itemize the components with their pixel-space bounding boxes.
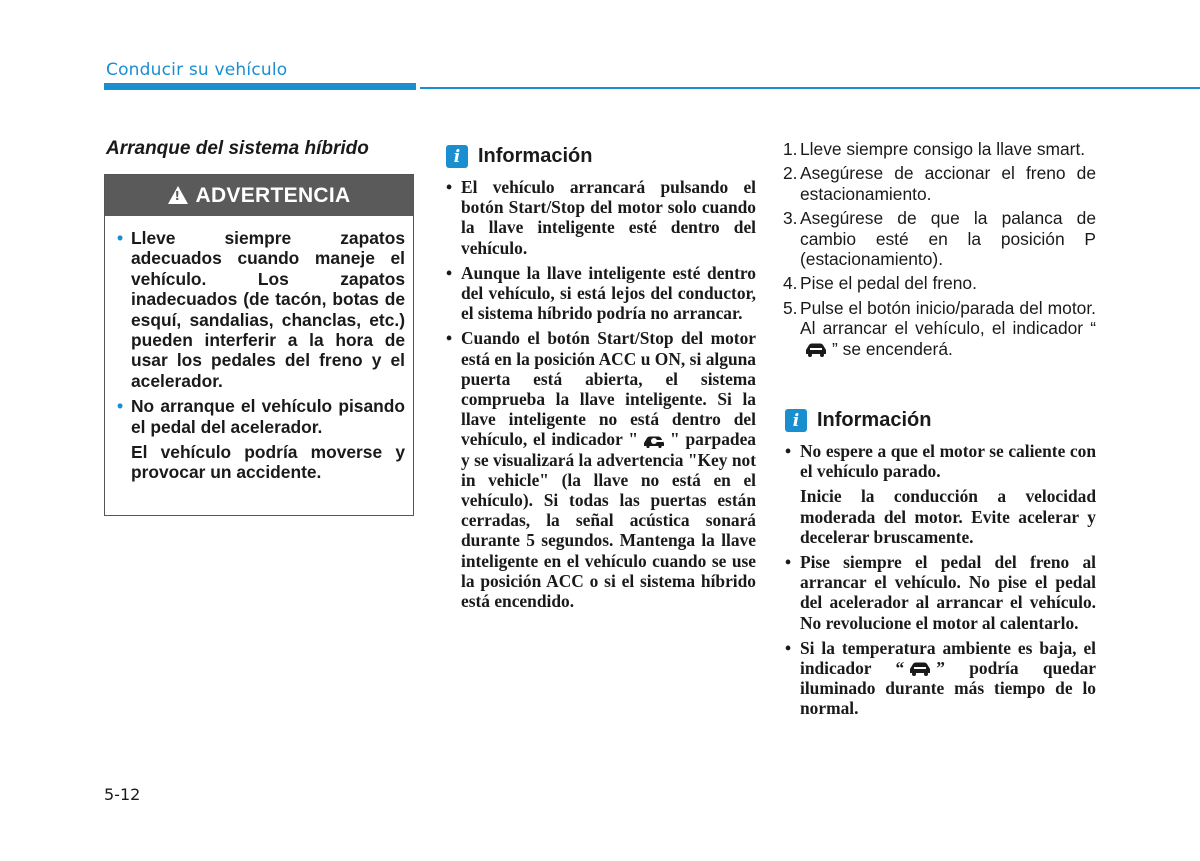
bullet-icon: • xyxy=(785,441,792,461)
key-in-car-icon xyxy=(641,434,667,448)
bullet-icon: • xyxy=(117,228,124,248)
bullet-icon: • xyxy=(446,262,453,283)
list-item: • Si la temperatura ambiente es baja, el indicador “ ” podría quedar iluminado durante más tiempo de lo normal. xyxy=(785,637,1096,719)
bullet-icon: • xyxy=(446,328,453,349)
bullet-icon: • xyxy=(785,637,792,658)
step-item: 4. Pise el pedal del freno. xyxy=(783,273,977,294)
warning-body xyxy=(105,216,413,483)
start-steps-list xyxy=(783,139,1096,363)
header-rule-thin xyxy=(420,87,1200,89)
list-item: • Cuando el botón Start/Stop del motor está en la posición ACC u ON, si alguna puerta está abierta, el sistema comprueba la llave inteligente. Si la llave inteligente no está dentro del vehículo, el indicador " " parpadea y se visualizará la advertencia "Key not in vehicle" (la llave no está en el vehículo). Si todas las puertas están cerradas, la señal acústica sonará durante 5 segundos. Mantenga la llave inteligente en el vehículo cuando se use la posición ACC o si el sistema híbrido está encendido. xyxy=(446,328,756,612)
warning-label: ADVERTENCIA xyxy=(195,183,351,207)
ready-indicator-icon xyxy=(907,661,933,677)
list-item: • Aunque la llave inteligente esté dentro del vehículo, si está lejos del conductor, el sistema híbrido podría no arrancar. xyxy=(446,262,756,324)
warning-box xyxy=(104,174,414,516)
info-icon: i xyxy=(785,409,807,432)
warning-item: • No arranque el vehículo pisando el pedal del acelerador. xyxy=(117,396,405,437)
info-list-2 xyxy=(785,441,1096,724)
warning-triangle-icon xyxy=(168,186,188,204)
step-item: 2. Asegúrese de accionar el freno de estacionamiento. xyxy=(783,163,1096,204)
bullet-icon: • xyxy=(446,177,453,197)
step-item: 5. Pulse el botón inicio/parada del motor. Al arrancar el vehículo, el indicador “” se encenderá. xyxy=(783,297,1096,359)
info-heading-2: i Información xyxy=(785,409,931,432)
bullet-icon: • xyxy=(117,396,124,417)
info-heading-1: i Información xyxy=(446,145,592,168)
chapter-title: Conducir su vehículo xyxy=(106,60,288,80)
warning-item: • Lleve siempre zapatos adecuados cuando maneje el vehículo. Los zapatos inadecuados (de tacón, botas de esquí, sandalias, chanclas, etc.) pueden interferir a la hora de usar los pedales del freno y el acelerador. xyxy=(117,228,405,391)
list-item: • No espere a que el motor se caliente con el vehículo parado. xyxy=(785,441,1096,482)
ready-indicator-icon xyxy=(803,342,829,358)
warning-note: El vehículo podría moverse y provocar un accidente. xyxy=(131,442,405,483)
step-item: 1. Lleve siempre consigo la llave smart. xyxy=(783,139,1086,159)
list-item: • Pise siempre el pedal del freno al arrancar el vehículo. No pise el pedal del acelerador al arrancar el vehículo. No revolucione el motor al calentarlo. xyxy=(785,552,1096,633)
step-item: 3. Asegúrese de que la palanca de cambio esté en la posición P (estacionamiento). xyxy=(783,208,1096,270)
warning-header xyxy=(105,175,413,216)
header-rule-thick xyxy=(104,83,416,90)
section-title: Arranque del sistema híbrido xyxy=(106,138,369,159)
list-item-note: Inicie la conducción a velocidad moderada del motor. Evite acelerar y decelerar bruscamente. xyxy=(800,486,1096,547)
page-number: 5-12 xyxy=(104,785,141,804)
info-icon: i xyxy=(446,145,468,168)
info-list-1 xyxy=(446,177,756,616)
list-item: • El vehículo arrancará pulsando el botón Start/Stop del motor solo cuando la llave inteligente esté dentro del vehículo. xyxy=(446,177,756,258)
bullet-icon: • xyxy=(785,552,792,573)
